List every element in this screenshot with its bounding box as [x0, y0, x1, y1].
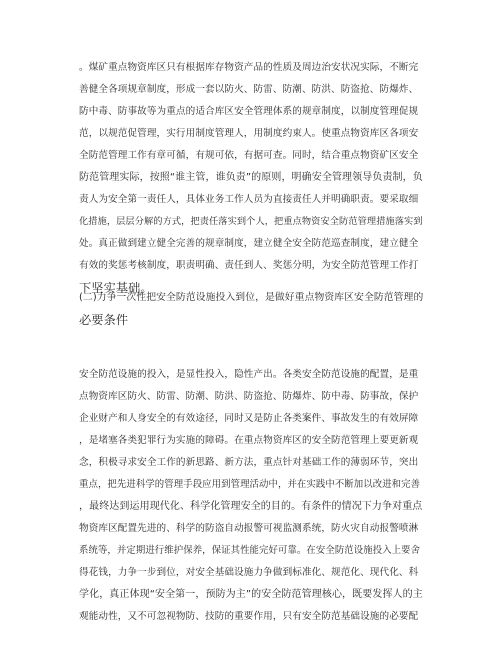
- text-line: 念，积极寻求安全工作的新思路、新方法，重点针对基础工作的薄弱环节，突出: [79, 457, 419, 468]
- text-line: 。煤矿重点物资库区只有根据库存物资产品的性质及周边治安状况实际，不断完: [79, 62, 419, 73]
- text-line: 得花钱，力争一步到位，对安全基础设施力争做到标准化、规范化、现代化、科: [79, 567, 419, 578]
- text-line: 重点，把先进科学的管理手段应用到管理活动中，并在实践中不断加以改进和完善: [79, 479, 421, 490]
- text-line: ，是堵塞各类犯罪行为实施的障碍。在重点物资库区的安全防范管理上要更新观: [79, 435, 419, 446]
- text-line: ，最终达到运用现代化、科学化管理安全的目的。有条件的情况下力争对重点: [79, 501, 423, 512]
- text-line: 系统等，并定期进行维护保养，保证其性能完好可靠。在安全防范设施投入上要舍: [79, 545, 421, 556]
- text-line: 责人为安全第一责任人，具体业务工作人员为直接责任人并明确职责。要采取细: [79, 194, 419, 205]
- text-line: 范，以规范促管理，实行用制度管理人，用制度约束人。使重点物资库区各项安: [79, 128, 419, 139]
- text-line: 有效的奖惩考核制度，职责明确、责任到人、奖惩分明，为安全防范管理工作打: [79, 260, 419, 271]
- text-line: 防中毒、防事故等为重点的适合库区安全管理体系的规章制度，以制度管理促规: [79, 106, 419, 117]
- paragraph-safety-regulations: [79, 57, 424, 299]
- text-line: 物资库区配置先进的、科学的防盗自动报警可视监测系统，防火灾自动报警喷淋: [79, 523, 419, 534]
- text-line: 处。真正做到建立健全完善的规章制度，建立健全安全防范巡查制度，建立健全: [79, 238, 419, 249]
- section-heading-facility-investment: [79, 287, 424, 331]
- text-line: 安全防范设施的投入，是显性投入，隐性产出。各类安全防范设施的配置，是重: [79, 369, 419, 380]
- text-line: 防范管理实际，按照“谁主管，谁负责”的原则，明确安全管理领导负责制，负: [79, 172, 423, 183]
- text-line: 化措施，层层分解的方式，把责任落实到个人，把重点物资安全防范管理措施落实到: [79, 216, 423, 227]
- text-line: 善健全各项规章制度，形成一套以防火、防雷、防潮、防洪、防盗抢、防爆炸、: [79, 84, 419, 95]
- text-line: 必要条件: [79, 313, 129, 327]
- text-line: 学化，真正体现“安全第一，预防为主”的安全防范管理核心，既要发挥人的主: [79, 589, 423, 600]
- paragraph-facility-investment: [79, 364, 424, 628]
- text-line: 下坚实基础。: [79, 281, 153, 295]
- text-line: 观能动性，又不可忽视物防、技防的重要作用，只有安全防范基础设施的必要配: [79, 611, 419, 622]
- text-line: 点物资库区防火、防雷、防潮、防洪、防盗抢、防爆炸、防中毒、防事故，保护: [79, 391, 419, 402]
- text-line: 全防范管理工作有章可循，有规可依，有据可查。同时，结合重点物资矿区安全: [79, 150, 419, 161]
- text-line: (二)力争一次性把安全防范设施投入到位，是做好重点物资库区安全防范管理的: [79, 292, 424, 303]
- text-line: 企业财产和人身安全的有效途径，同时又是防止各类案件、事故发生的有效屏障: [79, 413, 419, 424]
